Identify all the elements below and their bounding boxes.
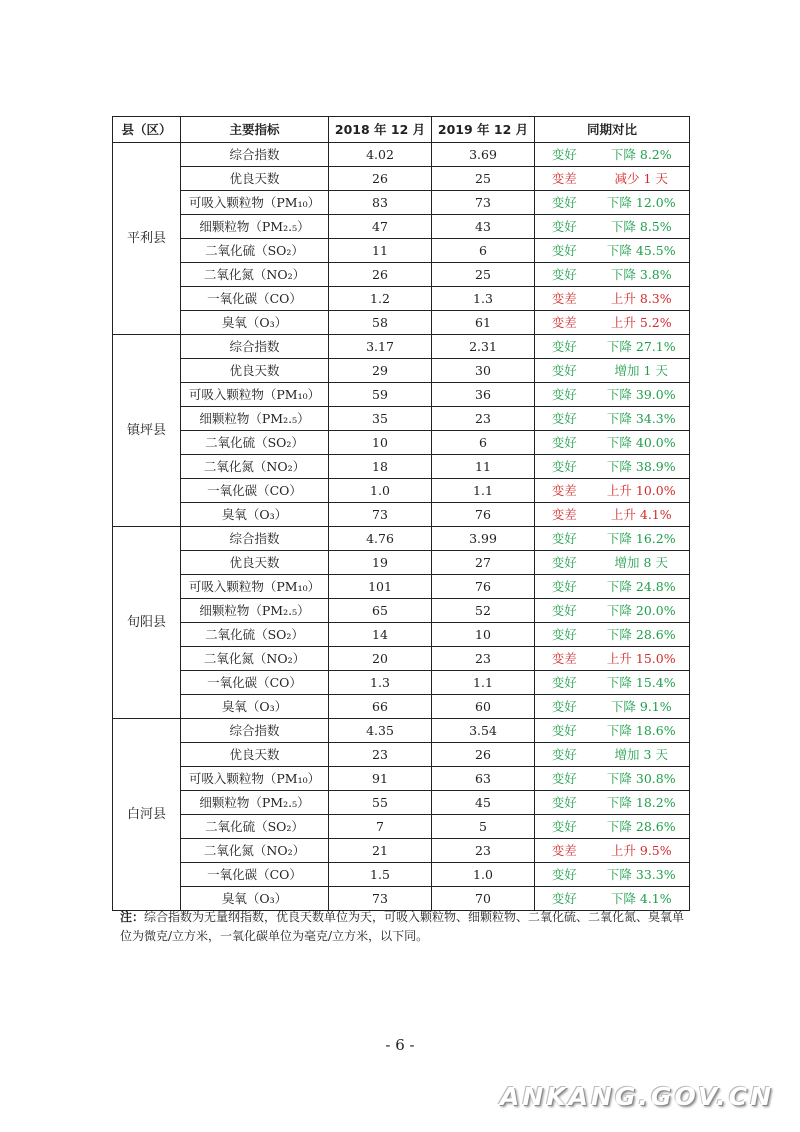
header-2019: 2019 年 12 月 <box>432 117 535 143</box>
value-2019: 27 <box>432 551 535 575</box>
trend-label: 变差 <box>535 479 594 503</box>
trend-label: 变好 <box>535 407 594 431</box>
table-row <box>113 407 690 431</box>
change-value: 下降 30.8% <box>594 767 690 791</box>
change-value: 上升 15.0% <box>594 647 690 671</box>
footnote-text: 综合指数为无量纲指数，优良天数单位为天，可吸入颗粒物、细颗粒物、二氧化硫、二氧化氮、臭氧单位为微克/立方米，一氧化碳单位为毫克/立方米，以下同。 <box>120 910 685 943</box>
change-value: 下降 24.8% <box>594 575 690 599</box>
value-2018: 21 <box>329 839 432 863</box>
value-2018: 101 <box>329 575 432 599</box>
trend-label: 变好 <box>535 887 594 911</box>
change-value: 下降 38.9% <box>594 455 690 479</box>
indicator-name: 二氧化氮（NO₂） <box>181 647 329 671</box>
county-name: 白河县 <box>113 719 181 911</box>
value-2018: 26 <box>329 263 432 287</box>
table-row <box>113 215 690 239</box>
table-row <box>113 335 690 359</box>
trend-label: 变好 <box>535 431 594 455</box>
value-2019: 76 <box>432 575 535 599</box>
indicator-name: 可吸入颗粒物（PM₁₀） <box>181 383 329 407</box>
indicator-name: 一氧化碳（CO） <box>181 287 329 311</box>
value-2019: 25 <box>432 263 535 287</box>
indicator-name: 可吸入颗粒物（PM₁₀） <box>181 575 329 599</box>
county-name: 镇坪县 <box>113 335 181 527</box>
change-value: 下降 28.6% <box>594 623 690 647</box>
table-body <box>113 143 690 911</box>
value-2019: 26 <box>432 743 535 767</box>
indicator-name: 臭氧（O₃） <box>181 887 329 911</box>
air-quality-table <box>112 116 690 911</box>
value-2018: 19 <box>329 551 432 575</box>
table-row <box>113 767 690 791</box>
indicator-name: 一氧化碳（CO） <box>181 671 329 695</box>
table-row <box>113 887 690 911</box>
trend-label: 变差 <box>535 647 594 671</box>
value-2018: 20 <box>329 647 432 671</box>
change-value: 下降 33.3% <box>594 863 690 887</box>
value-2018: 35 <box>329 407 432 431</box>
value-2018: 1.2 <box>329 287 432 311</box>
value-2019: 45 <box>432 791 535 815</box>
table-row <box>113 791 690 815</box>
indicator-name: 臭氧（O₃） <box>181 503 329 527</box>
value-2019: 30 <box>432 359 535 383</box>
change-value: 下降 3.8% <box>594 263 690 287</box>
indicator-name: 优良天数 <box>181 359 329 383</box>
table-header-row <box>113 117 690 143</box>
table-row <box>113 551 690 575</box>
trend-label: 变好 <box>535 527 594 551</box>
indicator-name: 可吸入颗粒物（PM₁₀） <box>181 767 329 791</box>
indicator-name: 二氧化硫（SO₂） <box>181 623 329 647</box>
trend-label: 变差 <box>535 287 594 311</box>
change-value: 下降 12.0% <box>594 191 690 215</box>
footnote-label: 注： <box>120 910 145 924</box>
trend-label: 变好 <box>535 743 594 767</box>
trend-label: 变好 <box>535 383 594 407</box>
change-value: 上升 5.2% <box>594 311 690 335</box>
value-2019: 61 <box>432 311 535 335</box>
trend-label: 变好 <box>535 191 594 215</box>
value-2019: 23 <box>432 839 535 863</box>
value-2018: 73 <box>329 887 432 911</box>
trend-label: 变差 <box>535 167 594 191</box>
indicator-name: 二氧化硫（SO₂） <box>181 815 329 839</box>
value-2018: 3.17 <box>329 335 432 359</box>
table-row <box>113 167 690 191</box>
value-2019: 73 <box>432 191 535 215</box>
table-row <box>113 431 690 455</box>
value-2019: 70 <box>432 887 535 911</box>
header-indicator: 主要指标 <box>181 117 329 143</box>
indicator-name: 二氧化氮（NO₂） <box>181 263 329 287</box>
table-row <box>113 719 690 743</box>
change-value: 减少 1 天 <box>594 167 690 191</box>
trend-label: 变差 <box>535 311 594 335</box>
value-2018: 14 <box>329 623 432 647</box>
table-row <box>113 191 690 215</box>
trend-label: 变好 <box>535 791 594 815</box>
value-2018: 1.5 <box>329 863 432 887</box>
change-value: 增加 1 天 <box>594 359 690 383</box>
change-value: 下降 34.3% <box>594 407 690 431</box>
value-2018: 10 <box>329 431 432 455</box>
value-2018: 65 <box>329 599 432 623</box>
trend-label: 变好 <box>535 623 594 647</box>
value-2019: 10 <box>432 623 535 647</box>
county-name: 旬阳县 <box>113 527 181 719</box>
value-2018: 73 <box>329 503 432 527</box>
change-value: 下降 40.0% <box>594 431 690 455</box>
value-2019: 23 <box>432 647 535 671</box>
table-row <box>113 815 690 839</box>
value-2019: 76 <box>432 503 535 527</box>
header-county: 县（区） <box>113 117 181 143</box>
trend-label: 变好 <box>535 335 594 359</box>
indicator-name: 优良天数 <box>181 551 329 575</box>
trend-label: 变好 <box>535 143 594 167</box>
trend-label: 变差 <box>535 503 594 527</box>
header-comparison: 同期对比 <box>535 117 690 143</box>
table-row <box>113 455 690 479</box>
value-2019: 52 <box>432 599 535 623</box>
value-2019: 25 <box>432 167 535 191</box>
value-2018: 55 <box>329 791 432 815</box>
table-row <box>113 479 690 503</box>
value-2018: 26 <box>329 167 432 191</box>
indicator-name: 综合指数 <box>181 527 329 551</box>
indicator-name: 细颗粒物（PM₂.₅） <box>181 599 329 623</box>
value-2018: 4.35 <box>329 719 432 743</box>
indicator-name: 臭氧（O₃） <box>181 695 329 719</box>
county-name: 平利县 <box>113 143 181 335</box>
indicator-name: 一氧化碳（CO） <box>181 479 329 503</box>
value-2019: 11 <box>432 455 535 479</box>
indicator-name: 二氧化硫（SO₂） <box>181 239 329 263</box>
value-2018: 4.76 <box>329 527 432 551</box>
trend-label: 变好 <box>535 599 594 623</box>
change-value: 下降 18.6% <box>594 719 690 743</box>
trend-label: 变好 <box>535 215 594 239</box>
value-2019: 1.0 <box>432 863 535 887</box>
table-row <box>113 863 690 887</box>
indicator-name: 细颗粒物（PM₂.₅） <box>181 791 329 815</box>
table-row <box>113 359 690 383</box>
trend-label: 变好 <box>535 263 594 287</box>
trend-label: 变好 <box>535 719 594 743</box>
indicator-name: 综合指数 <box>181 335 329 359</box>
value-2018: 4.02 <box>329 143 432 167</box>
value-2018: 66 <box>329 695 432 719</box>
value-2019: 3.69 <box>432 143 535 167</box>
trend-label: 变好 <box>535 671 594 695</box>
table-row <box>113 263 690 287</box>
change-value: 增加 3 天 <box>594 743 690 767</box>
value-2018: 1.0 <box>329 479 432 503</box>
change-value: 增加 8 天 <box>594 551 690 575</box>
value-2018: 59 <box>329 383 432 407</box>
change-value: 上升 10.0% <box>594 479 690 503</box>
table-row <box>113 623 690 647</box>
trend-label: 变好 <box>535 575 594 599</box>
value-2018: 11 <box>329 239 432 263</box>
table-row <box>113 839 690 863</box>
value-2019: 1.1 <box>432 479 535 503</box>
value-2018: 1.3 <box>329 671 432 695</box>
change-value: 上升 8.3% <box>594 287 690 311</box>
change-value: 下降 16.2% <box>594 527 690 551</box>
table-row <box>113 143 690 167</box>
indicator-name: 优良天数 <box>181 167 329 191</box>
indicator-name: 细颗粒物（PM₂.₅） <box>181 215 329 239</box>
change-value: 下降 27.1% <box>594 335 690 359</box>
table-row <box>113 671 690 695</box>
value-2019: 60 <box>432 695 535 719</box>
table-row <box>113 575 690 599</box>
value-2019: 3.54 <box>432 719 535 743</box>
trend-label: 变好 <box>535 359 594 383</box>
indicator-name: 可吸入颗粒物（PM₁₀） <box>181 191 329 215</box>
trend-label: 变好 <box>535 695 594 719</box>
indicator-name: 二氧化氮（NO₂） <box>181 455 329 479</box>
change-value: 下降 8.2% <box>594 143 690 167</box>
value-2018: 23 <box>329 743 432 767</box>
value-2019: 63 <box>432 767 535 791</box>
value-2019: 36 <box>432 383 535 407</box>
trend-label: 变好 <box>535 815 594 839</box>
value-2019: 2.31 <box>432 335 535 359</box>
table-row <box>113 383 690 407</box>
change-value: 下降 8.5% <box>594 215 690 239</box>
trend-label: 变好 <box>535 767 594 791</box>
indicator-name: 二氧化氮（NO₂） <box>181 839 329 863</box>
value-2019: 23 <box>432 407 535 431</box>
table-row <box>113 503 690 527</box>
change-value: 下降 9.1% <box>594 695 690 719</box>
value-2018: 91 <box>329 767 432 791</box>
value-2019: 5 <box>432 815 535 839</box>
change-value: 下降 39.0% <box>594 383 690 407</box>
indicator-name: 臭氧（O₃） <box>181 311 329 335</box>
indicator-name: 一氧化碳（CO） <box>181 863 329 887</box>
change-value: 下降 45.5% <box>594 239 690 263</box>
change-value: 下降 18.2% <box>594 791 690 815</box>
change-value: 下降 15.4% <box>594 671 690 695</box>
table-row <box>113 527 690 551</box>
value-2019: 6 <box>432 239 535 263</box>
value-2018: 7 <box>329 815 432 839</box>
value-2018: 18 <box>329 455 432 479</box>
value-2019: 3.99 <box>432 527 535 551</box>
change-value: 下降 20.0% <box>594 599 690 623</box>
value-2018: 47 <box>329 215 432 239</box>
change-value: 上升 9.5% <box>594 839 690 863</box>
value-2018: 58 <box>329 311 432 335</box>
header-2018: 2018 年 12 月 <box>329 117 432 143</box>
value-2019: 1.1 <box>432 671 535 695</box>
change-value: 下降 28.6% <box>594 815 690 839</box>
table-row <box>113 287 690 311</box>
change-value: 上升 4.1% <box>594 503 690 527</box>
value-2019: 1.3 <box>432 287 535 311</box>
table-row <box>113 695 690 719</box>
table-row <box>113 311 690 335</box>
table-row <box>113 599 690 623</box>
indicator-name: 细颗粒物（PM₂.₅） <box>181 407 329 431</box>
value-2019: 43 <box>432 215 535 239</box>
watermark-logo: ANKANG.GOV.CN <box>500 1082 775 1111</box>
trend-label: 变好 <box>535 239 594 263</box>
trend-label: 变差 <box>535 839 594 863</box>
footnote <box>120 908 692 946</box>
indicator-name: 二氧化硫（SO₂） <box>181 431 329 455</box>
value-2018: 29 <box>329 359 432 383</box>
trend-label: 变好 <box>535 551 594 575</box>
indicator-name: 综合指数 <box>181 719 329 743</box>
table-row <box>113 743 690 767</box>
value-2019: 6 <box>432 431 535 455</box>
table-row <box>113 647 690 671</box>
change-value: 下降 4.1% <box>594 887 690 911</box>
indicator-name: 综合指数 <box>181 143 329 167</box>
value-2018: 83 <box>329 191 432 215</box>
table-row <box>113 239 690 263</box>
trend-label: 变好 <box>535 863 594 887</box>
page-number: - 6 - <box>385 1036 415 1054</box>
trend-label: 变好 <box>535 455 594 479</box>
indicator-name: 优良天数 <box>181 743 329 767</box>
